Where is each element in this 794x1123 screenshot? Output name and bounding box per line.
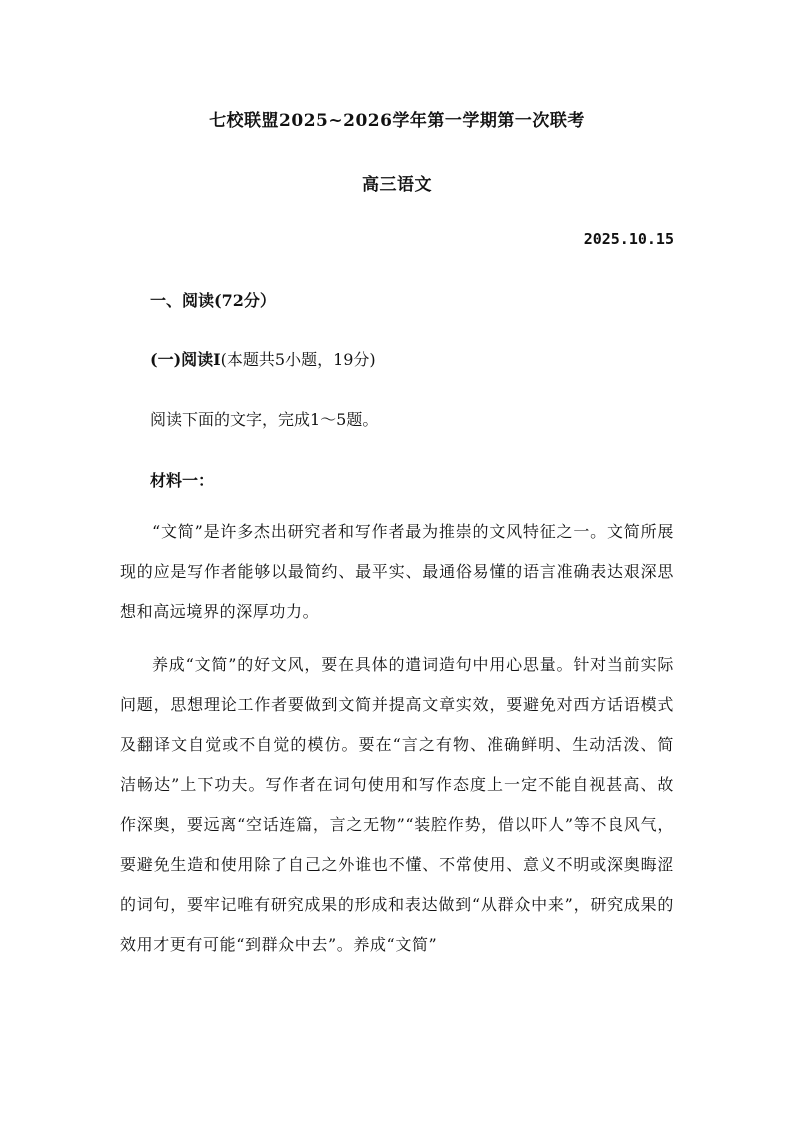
exam-title: 七校联盟2025~2026学年第一学期第一次联考	[209, 111, 585, 131]
material-one-paragraph-2: 养成“文简”的好文风，要在具体的遣词造句中用心思量。针对当前实际问题，思想理论工作者要做到文简并提高文章实效，要避免对西方话语模式及翻译文自觉或不自觉的模仿。要在“言之有物、准确鲜明、生动活泼、简洁畅达”上下功夫。写作者在词句使用和写作态度上一定不能自视甚高、故作深奥，要远离“空话连篇，言之无物”“装腔作势，借以吓人”等不良风气，要避免生造和使用除了自己之外谁也不懂、不常使用、意义不明或深奥晦涩的词句，要牢记唯有研究成果的形成和表达做到“从群众中来”，研究成果的效用才更有可能“到群众中去”。养成“文简”	[120, 655, 674, 954]
subject-title: 高三语文	[362, 175, 432, 195]
reading-i-heading	[150, 347, 376, 370]
reading-instruction: 阅读下面的文字，完成1～5题。	[150, 410, 379, 429]
material-one-paragraph-1: “文简”是许多杰出研究者和写作者最为推崇的文风特征之一。文简所展现的应是写作者能够以最简约、最平实、最通俗易懂的语言准确表达艰深思想和高远境界的深厚功力。	[120, 522, 674, 621]
reading-i-heading-prefix: (一)阅读Ⅰ	[150, 350, 221, 369]
reading-i-heading-detail: (本题共5小题，19分)	[220, 350, 376, 369]
exam-date: 2025.10.15	[583, 230, 674, 248]
material-one-heading: 材料一：	[150, 471, 215, 490]
reading-section-heading: 一、阅读(72分）	[150, 291, 276, 310]
